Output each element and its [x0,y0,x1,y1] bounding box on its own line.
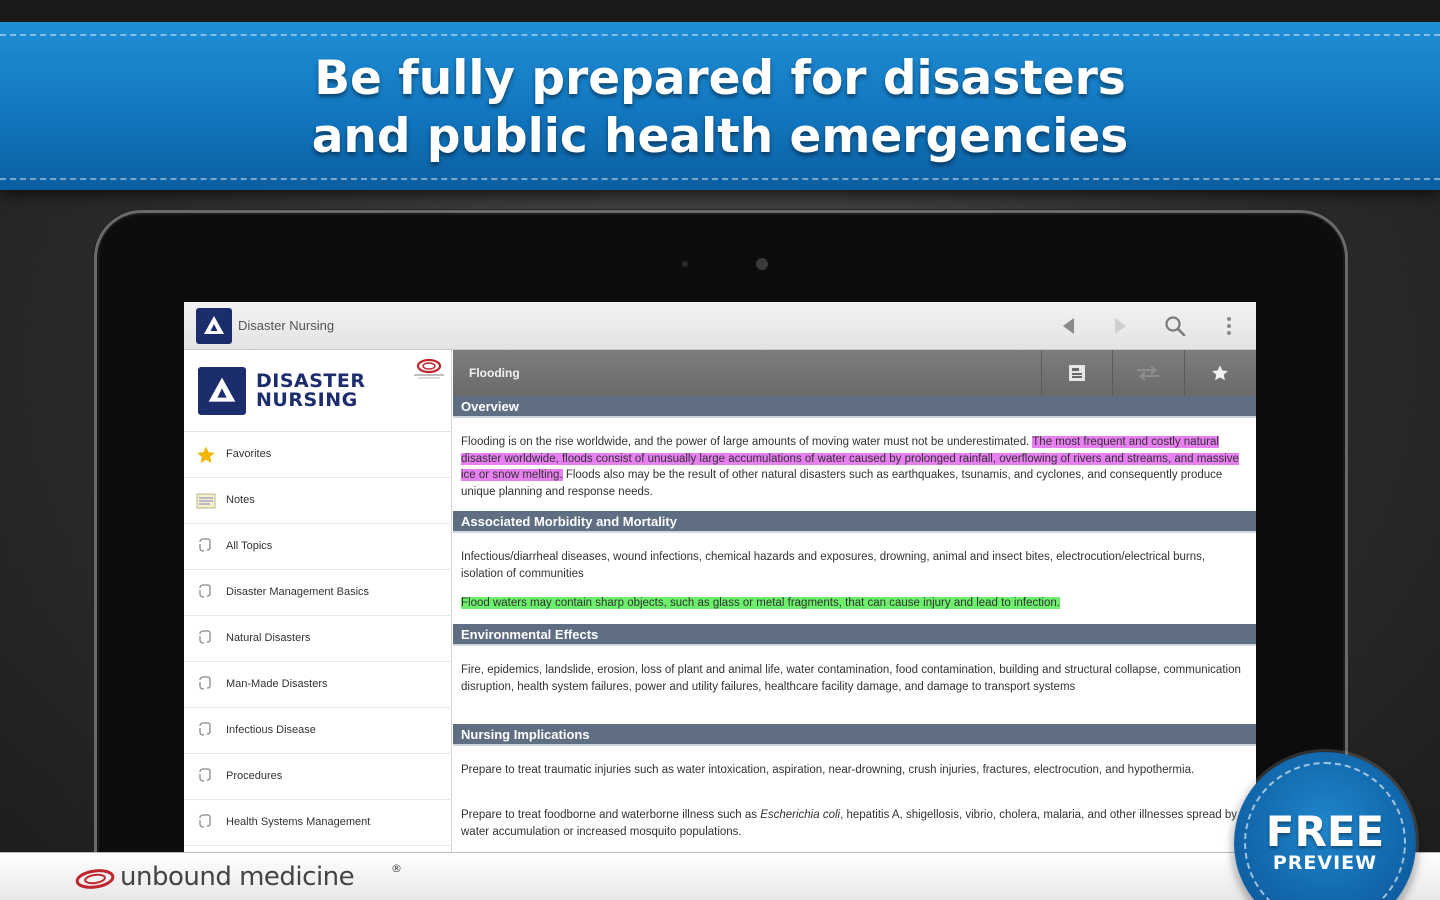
sidebar-item-procedures[interactable] [184,754,452,800]
note-icon [1067,363,1087,383]
top-strip [0,0,1440,22]
star-icon [1211,364,1229,382]
overview-text: Flooding is on the rise worldwide, and the power of large amounts of moving water must not be underestimated. [461,436,1033,448]
topic-icon [196,676,216,694]
app-screen [184,302,1256,862]
forward-button[interactable] [1106,312,1134,340]
sidebar-item-label: Notes [226,494,255,506]
back-arrow-icon [1061,317,1077,335]
topic-icon [196,722,216,740]
app-icon[interactable] [196,308,232,344]
add-note-button[interactable] [1041,350,1111,396]
section-header-overview: Overview [453,396,1256,418]
tablet-sensor [682,261,688,267]
highlighted-text: Flood waters may contain sharp objects, such as glass or metal fragments, that can cause injury and lead to infection. [461,597,1060,609]
topic-toolbar [453,350,1256,396]
overflow-menu-icon [1226,316,1232,336]
search-button[interactable] [1161,312,1189,340]
banner-headline [0,50,1440,166]
sidebar [184,350,452,862]
section-header-environmental-effects: Environmental Effects [453,624,1256,646]
banner-stitch-bottom [0,178,1440,180]
nursing-paragraph: Prepare to treat traumatic injuries such as water intoxication, aspiration, near-drowning, crush injuries, fractures, electrocution, and hypothermia. [461,764,1195,776]
promo-banner [0,22,1440,190]
topic-icon [196,584,216,602]
environment-paragraph: Fire, epidemics, landslide, erosion, loss of plant and animal life, water contamination, food contamination, building and structural collapse, communication disruption, health system failures, power and utility failures, healthcare facility damage, and damage to transport systems [461,664,1241,693]
overview-paragraph [461,434,1247,500]
app-logo-icon [202,314,226,338]
brand-icon [198,367,246,415]
nursing-text-italic: Escherichia coli [760,809,841,821]
swap-arrows-icon [1135,364,1161,382]
trademark-mark: ® [391,862,402,875]
sidebar-item-label: Disaster Management Basics [226,586,370,598]
sidebar-item-label: Favorites [226,448,272,460]
topic-icon [196,768,216,786]
section-header-morbidity: Associated Morbidity and Mortality [453,511,1256,533]
unbound-swoosh-icon [74,868,116,890]
section-header-nursing-implications: Nursing Implications [453,724,1256,746]
star-icon [196,446,216,464]
sidebar-item-label: Natural Disasters [226,632,311,644]
brand-line2: NURSING [256,389,358,411]
related-links-button[interactable] [1112,350,1182,396]
nursing-text: , hepatitis A, shigellosis, vibrio, cholera, malaria, and other illnesses spread by water accumulation or increased mosquito populations. [461,809,1238,838]
topic-icon [196,630,216,648]
badge-preview-text: PREVIEW [1272,852,1378,874]
topic-icon [196,814,216,832]
topic-icon [196,538,216,556]
sidebar-item-notes[interactable] [184,478,452,524]
banner-headline-line2: and public health emergencies [311,109,1129,164]
action-bar-title: Disaster Nursing [238,318,335,333]
sidebar-item-label: Procedures [226,770,283,782]
sidebar-item-infectious-disease[interactable] [184,708,452,754]
wordmark-dark: medicine [239,862,355,892]
sidebar-item-disaster-management-basics[interactable] [184,570,452,616]
sidebar-item-health-systems-management[interactable] [184,800,452,846]
badge-free-text: FREE [1265,807,1385,856]
brand-wordmark [256,372,365,410]
sidebar-item-label: Health Systems Management [226,816,371,828]
action-bar [184,302,1256,350]
brand-line1: DISASTER [256,370,366,392]
sidebar-item-label: Infectious Disease [226,724,316,736]
nursing-paragraph-2 [461,807,1247,840]
disaster-nursing-logo-icon [206,375,238,407]
sidebar-item-label: Man-Made Disasters [226,678,328,690]
tablet-camera [756,258,768,270]
back-button[interactable] [1055,312,1083,340]
wordmark-light: unbound [120,862,240,892]
sidebar-item-all-topics[interactable] [184,524,452,570]
forward-arrow-icon [1112,317,1128,335]
unbound-swoosh-logo-icon [410,356,448,380]
highlighted-text: The most frequent and costly natural disaster worldwide, floods consist of unusually large accumulations of water caused by prolonged rainfall, overflowing of rivers and streams, and massive ice or snow melting. [461,436,1239,481]
search-icon [1164,315,1186,337]
sidebar-item-label: All Topics [226,540,273,552]
morbidity-highlight-paragraph [461,595,1247,612]
overview-text: Floods also may be the result of other natural disasters such as earthquakes, tsunamis, and cyclones, and consequently produce unique planning and response needs. [461,469,1223,498]
banner-headline-line1: Be fully prepared for disasters [314,51,1126,106]
topic-title: Flooding [469,366,520,380]
banner-stitch-top [0,34,1440,36]
notes-icon [196,492,216,510]
morbidity-paragraph: Infectious/diarrheal diseases, wound infections, chemical hazards and exposures, drowning, animal and insect bites, electrocution/electrical burns, isolation of communities [461,551,1206,580]
sidebar-item-natural-disasters[interactable] [184,616,452,662]
sidebar-brand [184,350,452,432]
nursing-text: Prepare to treat foodborne and waterborne illness such as [461,809,761,821]
sidebar-item-favorites[interactable] [184,432,452,478]
unbound-wordmark [120,862,354,892]
favorite-button[interactable] [1184,350,1254,396]
topic-content [453,350,1256,862]
overflow-menu-button[interactable] [1215,312,1243,340]
sidebar-item-man-made-disasters[interactable] [184,662,452,708]
